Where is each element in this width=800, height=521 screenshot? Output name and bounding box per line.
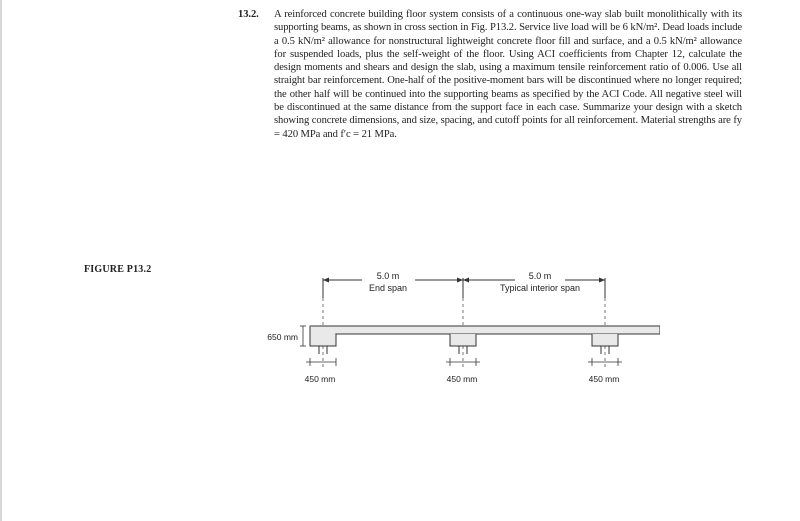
page-edge-line <box>0 0 2 521</box>
dimension-arrowheads <box>323 278 605 283</box>
problem-number: 13.2. <box>238 9 259 20</box>
depth-bracket <box>300 326 306 346</box>
problem-text: A reinforced concrete building floor system consists of a continuous one-way slab built monolithically with its supporting beams, as shown in cross section in Fig. P13.2. Service live load will be 6 kN/m². Dead loads include a 0.5 kN/m² allowance for nonstructural lightweight concrete floor fill and surface, and a 0.5 kN/m² allowance for suspended loads, plus the self-weight of the floor. Using ACI coefficients from Chapter 12, calculate the design moments and shears and design the slab, using a maximum tensile reinforcement ratio of 0.006. Use all straight bar reinforcement. One-half of the positive-moment bars will be discontinued where no longer required; the other half will be continued into the supporting beams as specified by the ACI Code. All negative steel will be discontinued at the same distance from the support face in each case. Summarize your design with a sketch showing concrete dimensions, and size, spacing, and cutoff points for all reinforcement. Material strengths are fy = 420 MPa and f′c = 21 MPa. <box>274 9 742 140</box>
end-span-name: End span <box>368 283 408 293</box>
interior-span-length: 5.0 m <box>528 271 552 281</box>
figure-label: FIGURE P13.2 <box>84 264 152 275</box>
beam-width-label-2: 450 mm <box>446 374 478 384</box>
interior-span-name: Typical interior span <box>499 283 581 293</box>
beam-width-label-3: 450 mm <box>588 374 620 384</box>
beam-middle <box>450 334 476 346</box>
beam-width-dimensions <box>306 358 622 366</box>
beam-right <box>592 334 618 346</box>
end-span-length: 5.0 m <box>376 271 400 281</box>
problem-statement <box>238 8 742 141</box>
slab-cross-section-figure <box>240 258 660 398</box>
slab <box>310 326 660 334</box>
beam-width-label-1: 450 mm <box>304 374 336 384</box>
depth-label: 650 mm <box>267 332 298 342</box>
columns <box>319 346 609 354</box>
